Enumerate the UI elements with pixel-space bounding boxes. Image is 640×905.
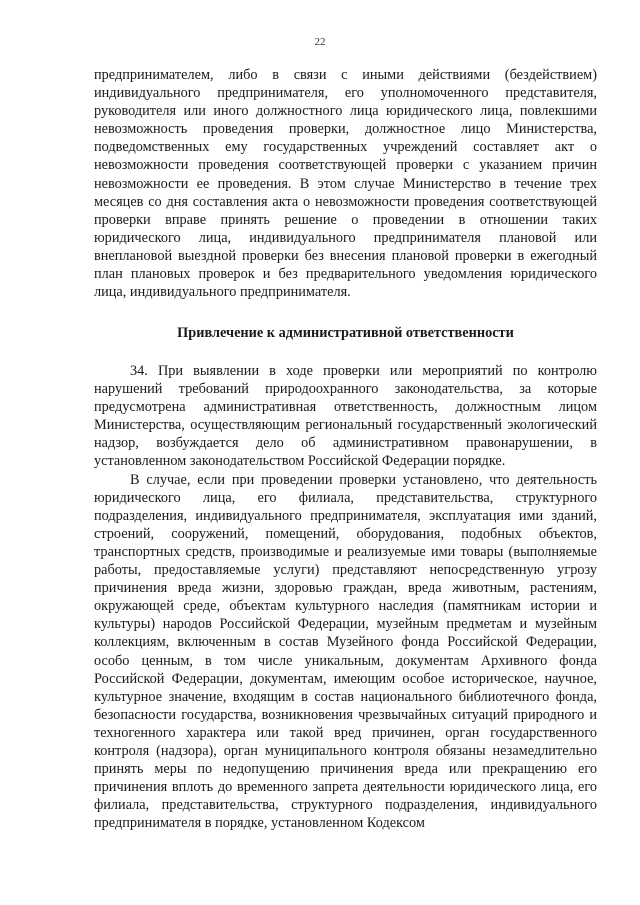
- paragraph-case: В случае, если при проведении проверки установлено, что деятельность юридического лица, его филиала, представительства, структурного подразделения, индивидуального предпринимателя, эксплуатация ими зданий, строений, сооружений, помещений, оборудования, подобных объектов, транспортных средств, производимые и реализуемые ими товары (выполняемые работы, предоставляемые услуги) представляют непосредственную угрозу причинения вреда жизни, здоровью граждан, вреда животным, растениям, окружающей среде, объектам культурного наследия (памятникам истории и культуры) народов Российской Федерации, музейным предметам и музейным коллекциям, включенным в состав Музейного фонда Российской Федерации, особо ценным, в том числе уникальным, документам Архивного фонда Российской Федерации, документам, имеющим особое историческое, научное, культурное значение, входящим в состав национального библиотечного фонда, безопасности государства, возникновения чрезвычайных ситуаций природного и техногенного характера или такой вред причинен, орган государственного контроля (надзора), орган муниципального контроля обязаны незамедлительно принять меры по недопущению причинения вреда или прекращению его причинения вплоть до временного запрета деятельности юридического лица, его филиала, представительства, структурного подразделения, индивидуального предпринимателя в порядке, установленном Кодексом: [94, 471, 597, 832]
- page-number: 22: [314, 36, 326, 48]
- intro-paragraph: предпринимателем, либо в связи с иными действиями (бездействием) индивидуального предпринимателя, его уполномоченного представителя, руководителя или иного должностного лица юридического лица, повлекшими невозможность проведения проверки, должностное лицо Министерства, подведомственных ему государственных учреждений составляет акт о невозможности проведения соответствующей проверки с указанием причин невозможности ее проведения. В этом случае Министерство в течение трех месяцев со дня составления акта о невозможности проведения соответствующей проверки вправе принять решение о проведении в отношении таких юридического лица, индивидуального предпринимателя плановой или внеплановой выездной проверки без внесения плановой проверки в ежегодный план плановых проверок и без предварительного уведомления юридического лица, индивидуального предпринимателя.: [94, 67, 597, 301]
- intro-block: [94, 66, 597, 301]
- section-heading: Привлечение к административной ответственности: [177, 325, 514, 341]
- section-body: [94, 362, 597, 832]
- paragraph-34: 34. При выявлении в ходе проверки или мероприятий по контролю нарушений требований природоохранного законодательства, за которые предусмотрена административная ответственность, должностным лицом Министерства, осуществляющим региональный государственный экологический надзор, возбуждается дело об административном правонарушении, в установленном законодательством Российской Федерации порядке.: [94, 363, 597, 470]
